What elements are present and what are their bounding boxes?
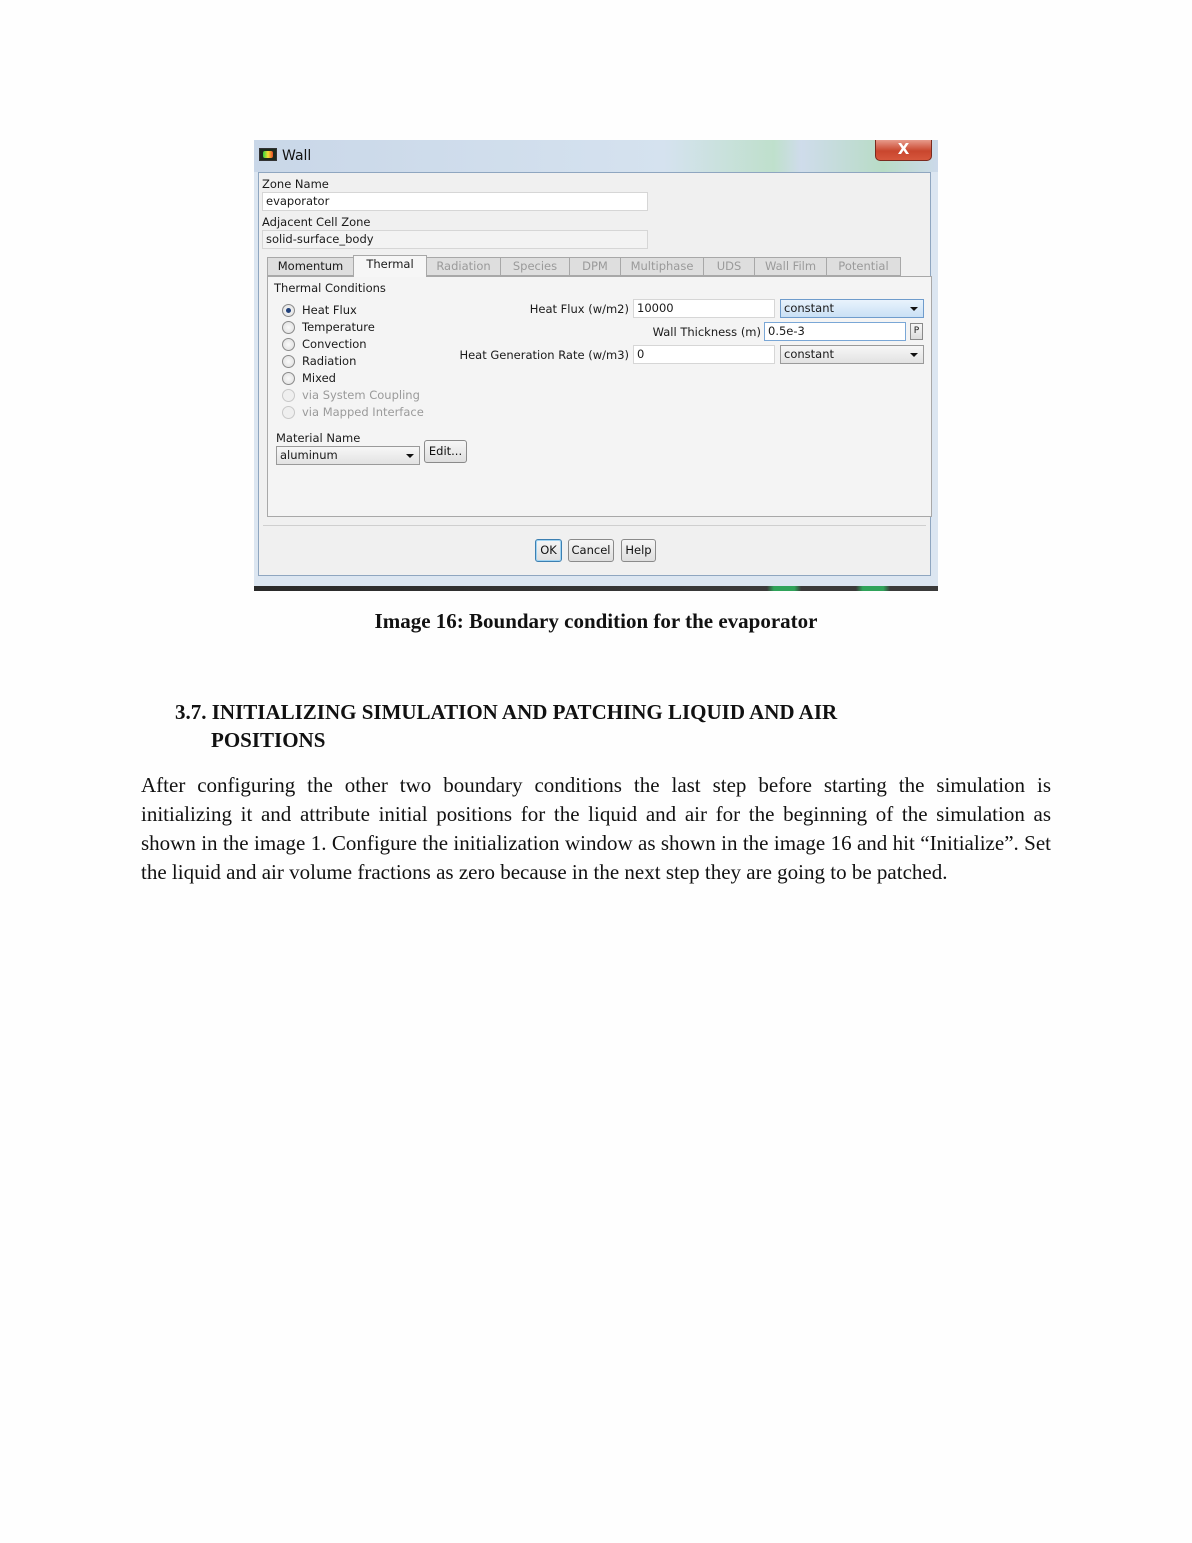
body-paragraph: After configuring the other two boundary conditions the last step before starting the simulation is initializing it and attribute initial positions for the liquid and air for the beginning of the simulation as shown in the image 1. Configure the initialization window as shown in the image 16 and hit “Initialize”. Set the liquid and air volume fractions as zero because in the next step they are going to be patched.	[141, 773, 1051, 884]
edit-material-button[interactable]: Edit...	[424, 440, 467, 463]
radio-icon	[282, 372, 295, 385]
chevron-down-icon	[910, 353, 918, 357]
fluent-app-icon	[259, 148, 277, 161]
radio-label: Radiation	[302, 354, 357, 368]
radio-checked-icon	[282, 304, 295, 317]
section-heading-line-2: POSITIONS	[211, 728, 326, 752]
heat-flux-label: Heat Flux (w/m2)	[529, 302, 629, 316]
tab-radiation[interactable]: Radiation	[426, 257, 501, 276]
chevron-down-icon	[406, 454, 414, 458]
heat-flux-method-value: constant	[784, 301, 834, 315]
wall-dialog-screenshot	[254, 140, 938, 591]
zone-name-field[interactable]: evaporator	[262, 192, 648, 211]
adjacent-cell-zone-field: solid-surface_body	[262, 230, 648, 249]
thermal-panel	[267, 276, 932, 517]
close-icon: X	[897, 140, 910, 158]
tab-dpm[interactable]: DPM	[569, 257, 621, 276]
window-title: Wall	[282, 148, 312, 164]
heat-flux-field[interactable]: 10000	[633, 299, 775, 318]
chevron-down-icon	[910, 307, 918, 311]
dialog-body	[258, 172, 931, 576]
radio-icon	[282, 389, 295, 402]
parameter-p-button[interactable]: P	[910, 323, 923, 340]
tab-species[interactable]: Species	[500, 257, 570, 276]
section-heading-line-1: 3.7. INITIALIZING SIMULATION AND PATCHING LIQUID AND AIR	[175, 700, 838, 724]
material-name-label: Material Name	[276, 431, 361, 445]
wall-thickness-label: Wall Thickness (m)	[652, 325, 761, 339]
button-separator	[263, 525, 926, 526]
radio-icon	[282, 406, 295, 419]
heat-generation-rate-label: Heat Generation Rate (w/m3)	[459, 348, 629, 362]
ok-button[interactable]: OK	[535, 539, 562, 562]
material-name-dropdown[interactable]	[276, 446, 420, 465]
tab-potential[interactable]: Potential	[826, 257, 901, 276]
title-bar	[254, 140, 938, 172]
radio-label: via System Coupling	[302, 388, 420, 402]
radio-label: Convection	[302, 337, 367, 351]
tab-wall-film[interactable]: Wall Film	[754, 257, 827, 276]
radio-icon	[282, 321, 295, 334]
help-button[interactable]: Help	[621, 539, 656, 562]
radio-icon	[282, 338, 295, 351]
tab-momentum[interactable]: Momentum	[267, 257, 354, 276]
radio-label: Mixed	[302, 371, 336, 385]
figure-caption: Image 16: Boundary condition for the evaporator	[374, 609, 818, 633]
radio-label: via Mapped Interface	[302, 405, 424, 419]
taskbar-strip	[254, 586, 938, 591]
cancel-button[interactable]: Cancel	[568, 539, 614, 562]
heat-generation-method-value: constant	[784, 347, 834, 361]
radio-label: Temperature	[302, 320, 375, 334]
thermal-conditions-title: Thermal Conditions	[274, 281, 386, 295]
adjacent-cell-zone-label: Adjacent Cell Zone	[262, 215, 371, 229]
section-heading	[175, 698, 1055, 754]
zone-name-label: Zone Name	[262, 177, 329, 191]
heat-generation-method-dropdown[interactable]	[780, 345, 924, 364]
radio-icon	[282, 355, 295, 368]
tab-uds[interactable]: UDS	[703, 257, 755, 276]
tab-strip	[267, 255, 927, 277]
material-name-value: aluminum	[280, 448, 338, 462]
wall-thickness-field[interactable]: 0.5e-3	[764, 322, 906, 341]
close-button[interactable]	[875, 140, 932, 161]
tab-multiphase[interactable]: Multiphase	[620, 257, 704, 276]
tab-thermal[interactable]: Thermal	[353, 255, 427, 277]
heat-flux-method-dropdown[interactable]	[780, 299, 924, 318]
radio-label: Heat Flux	[302, 303, 357, 317]
heat-generation-rate-field[interactable]: 0	[633, 345, 775, 364]
